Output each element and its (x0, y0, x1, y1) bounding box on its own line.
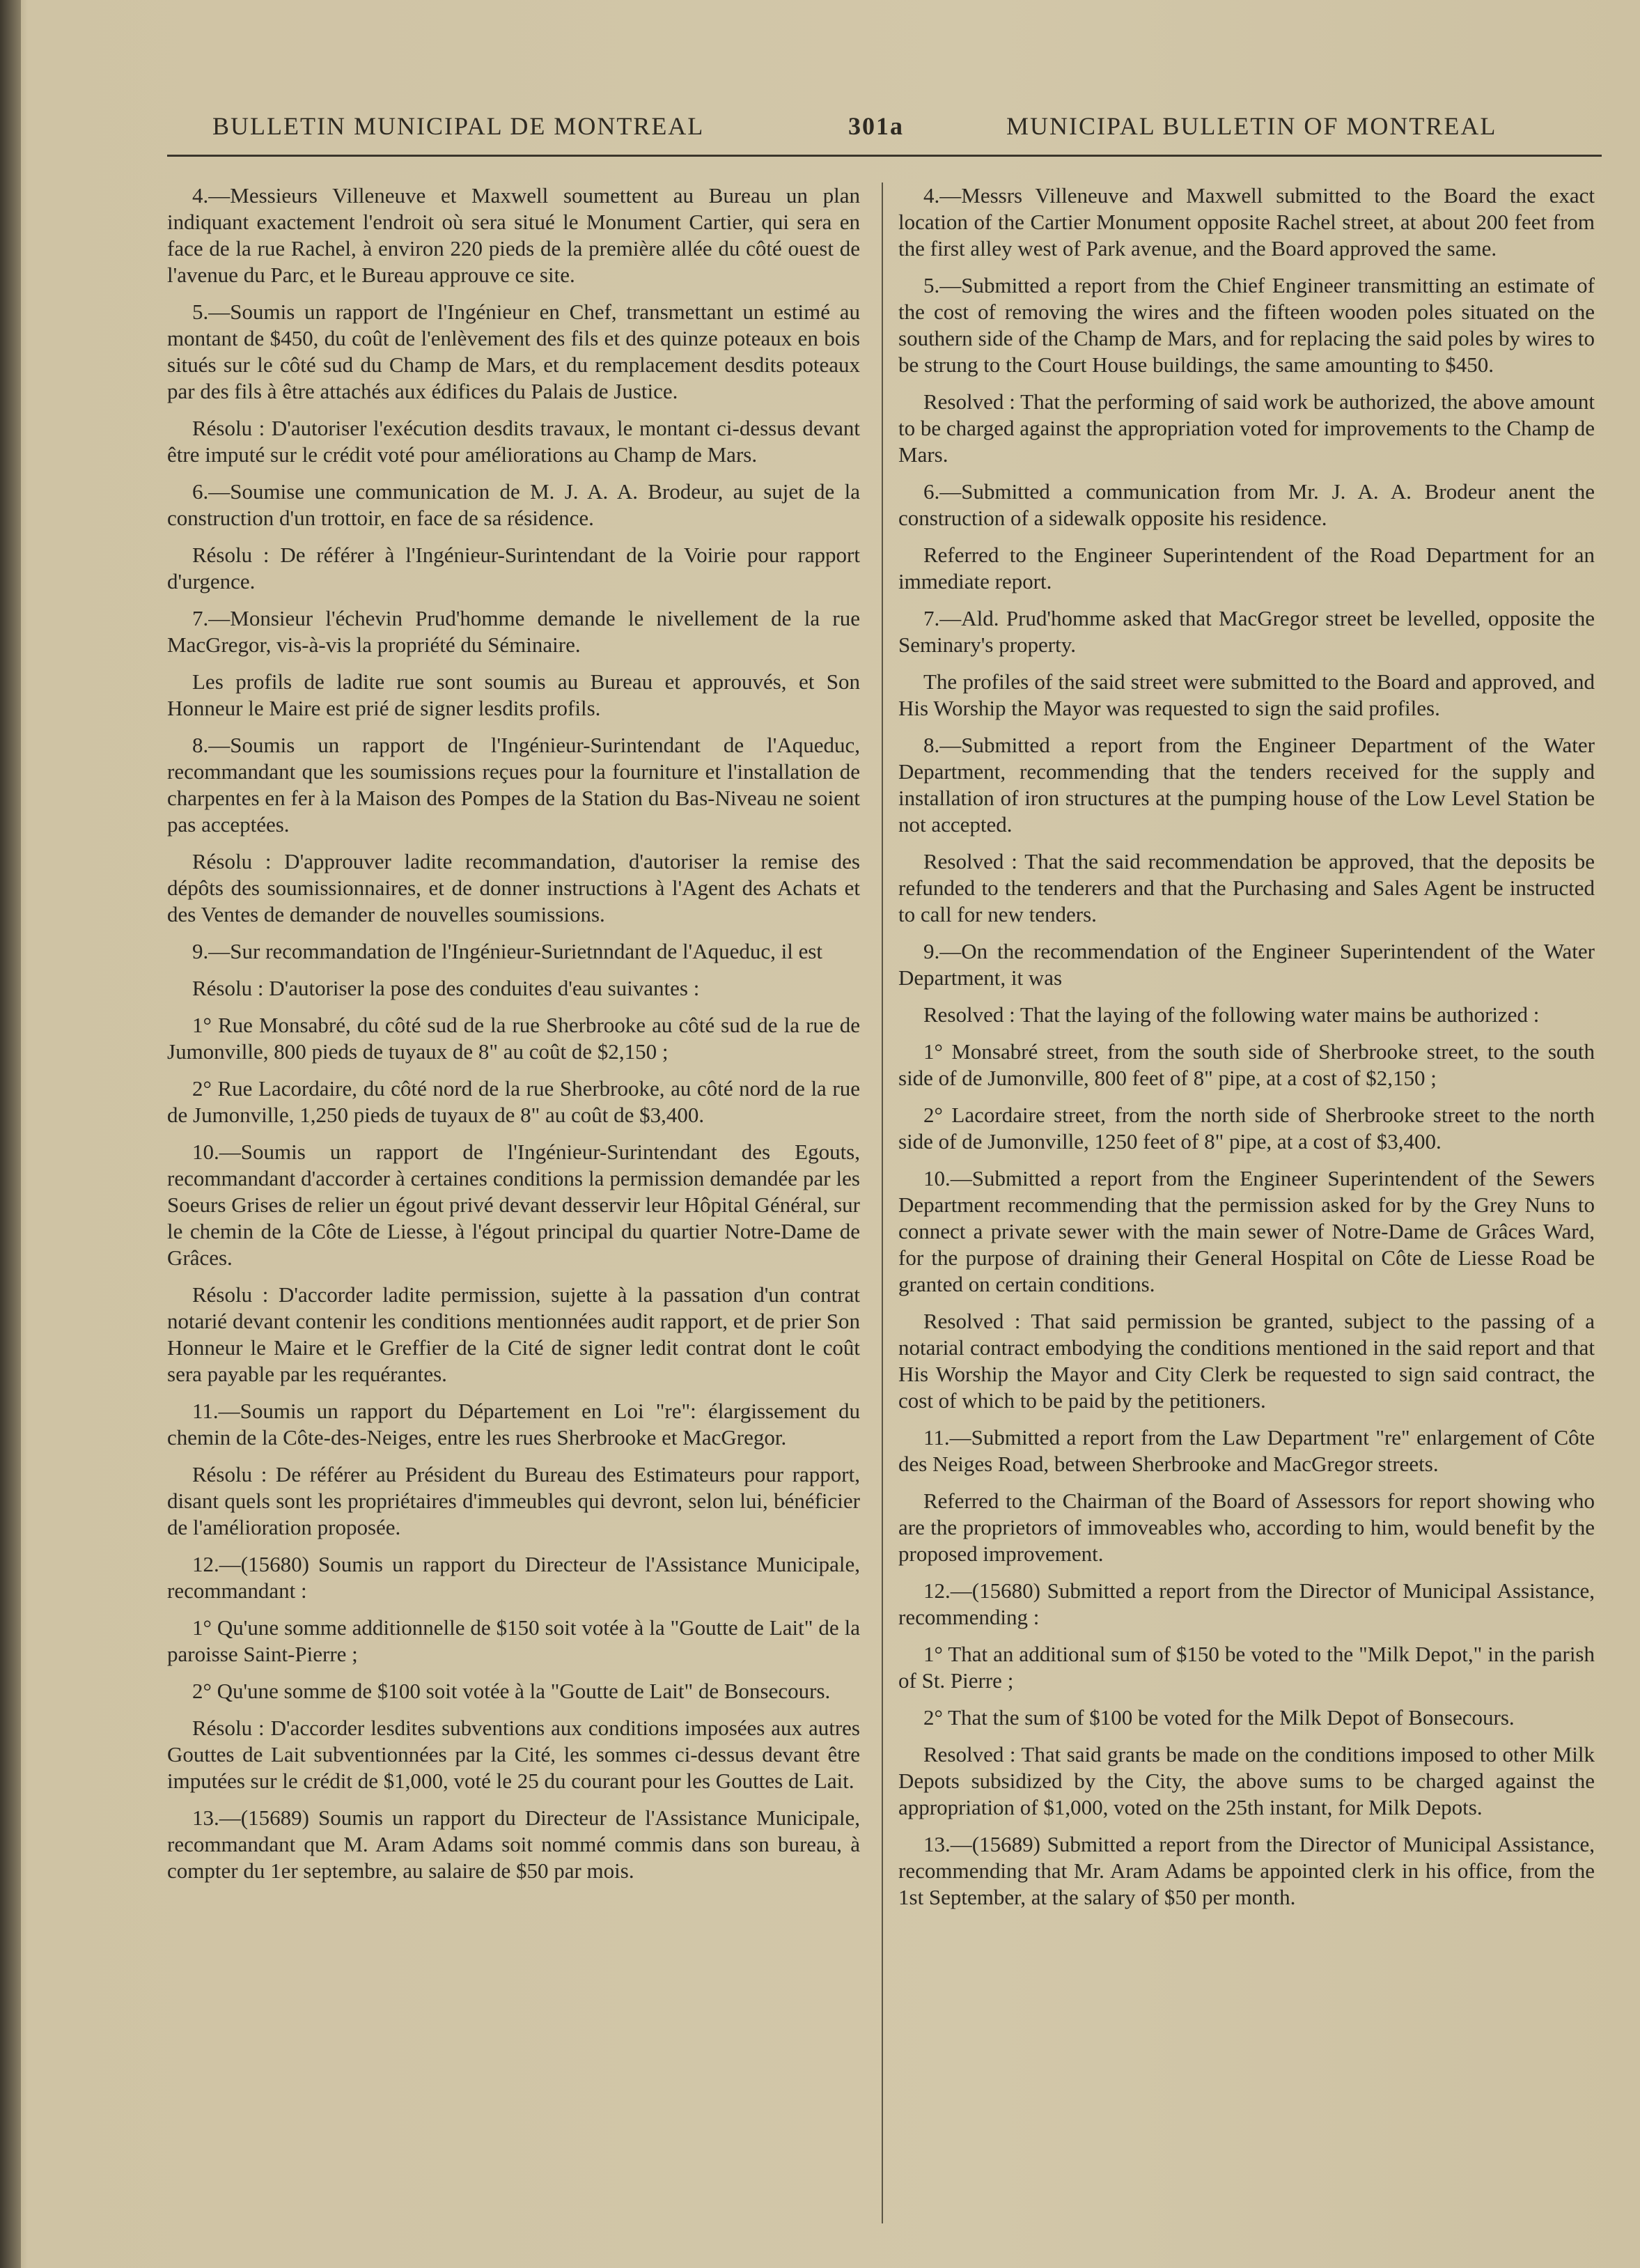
fr-paragraph: 11.—Soumis un rapport du Département en Loi "re": élargissement du chemin de la Côte-des-Neiges, entre les rues Sherbrooke et MacGregor. (167, 1399, 860, 1450)
fr-paragraph: 9.—Sur recommandation de l'Ingénieur-Surietnndant de l'Aqueduc, il est (192, 939, 823, 963)
running-header (0, 104, 1640, 146)
header-title-english: MUNICIPAL BULLETIN OF MONTREAL (1006, 112, 1497, 140)
fr-paragraph: Résolu : D'accorder lesdites subventions aux conditions imposées aux autres Gouttes de Lait subventionnées par la Cité, les sommes ci-dessus devant être imputées sur le crédit de $1,000, voté le 25 du courant pour les Gouttes de Lait. (167, 1716, 860, 1793)
fr-paragraph: 13.—(15689) Soumis un rapport du Directeur de l'Assistance Municipale, recommandant que M. Aram Adams soit nommé commis dans son bureau, à compter du 1er septembre, au salaire de $50 par mois. (167, 1805, 860, 1883)
fr-paragraph: Résolu : D'autoriser l'exécution desdits travaux, le montant ci-dessus devant être imputé sur le crédit voté pour améliorations au Champ de Mars. (167, 416, 860, 467)
en-paragraph: 2° Lacordaire street, from the north side of Sherbrooke street to the north side of de Jumonville, 1250 feet of 8" pipe, at a cost of $3,400. (898, 1103, 1595, 1154)
en-paragraph: 4.—Messrs Villeneuve and Maxwell submitted to the Board the exact location of the Cartier Monument opposite Rachel street, at about 200 feet from the first alley west of Park avenue, and the Board approved the same. (898, 183, 1595, 261)
fr-paragraph: 6.—Soumise une communication de M. J. A. A. Brodeur, au sujet de la construction d'un trottoir, en face de sa résidence. (167, 479, 860, 530)
fr-paragraph: 4.—Messieurs Villeneuve et Maxwell soumettent au Bureau un plan indiquant exactement l'endroit où sera situé le Monument Cartier, qui sera en face de la rue Rachel, à environ 220 pieds de la première allée du côté ouest de l'avenue du Parc, et le Bureau approuve ce site. (167, 183, 860, 287)
en-paragraph: 13.—(15689) Submitted a report from the Director of Municipal Assistance, recommending that Mr. Aram Adams be appointed clerk in his office, from the 1st September, at the salary of $50 per month. (898, 1832, 1595, 1909)
header-title-french: BULLETIN MUNICIPAL DE MONTREAL (212, 112, 705, 140)
en-paragraph: Resolved : That the said recommendation be approved, that the deposits be refunded to the tenderers and that the Purchasing and Sales Agent be instructed to call for new tenders. (898, 849, 1595, 926)
fr-paragraph: 2° Qu'une somme de $100 soit votée à la "Goutte de Lait" de Bonsecours. (192, 1679, 831, 1703)
en-paragraph: 10.—Submitted a report from the Engineer Superintendent of the Sewers Department recommending that the permission asked for by the Grey Nuns to connect a private sewer with the main sewer of Notre-Dame de Grâces Ward, for the purpose of draining their General Hospital on Côte de Liesse Road be granted on certain conditions. (898, 1166, 1595, 1296)
fr-paragraph: Résolu : D'accorder ladite permission, sujette à la passation d'un contrat notarié devant contenir les conditions mentionnées audit rapport, et de prier Son Honneur le Maire et le Greffier de la Cité de signer ledit contrat dont le coût sera payable par les requérantes. (167, 1282, 860, 1386)
fr-paragraph: 1° Qu'une somme additionnelle de $150 soit votée à la "Goutte de Lait" de la paroisse Saint-Pierre ; (167, 1615, 860, 1666)
fr-paragraph: 12.—(15680) Soumis un rapport du Directeur de l'Assistance Municipale, recommandant : (167, 1552, 860, 1603)
french-column (167, 182, 860, 1895)
en-paragraph: 9.—On the recommendation of the Engineer Superintendent of the Water Department, it was (898, 939, 1595, 990)
en-paragraph: 1° Monsabré street, from the south side of Sherbrooke street, to the south side of de Jumonville, 800 feet of 8" pipe, at a cost of $2,150 ; (898, 1039, 1595, 1090)
fr-paragraph: Résolu : De référer au Président du Bureau des Estimateurs pour rapport, disant quels sont les propriétaires d'immeubles qui devront, selon lui, bénéficier de l'amélioration proposée. (167, 1462, 860, 1539)
fr-paragraph: 1° Rue Monsabré, du côté sud de la rue Sherbrooke au côté sud de la rue de Jumonville, 800 pieds de tuyaux de 8" au coût de $2,150 ; (167, 1013, 860, 1064)
header-rule (167, 155, 1602, 157)
en-paragraph: Resolved : That said grants be made on the conditions imposed to other Milk Depots subsidized by the City, the above sums to be charged against the appropriation of $1,000, voted on the 25th instant, for Milk Depots. (898, 1742, 1595, 1819)
fr-paragraph: 5.—Soumis un rapport de l'Ingénieur en Chef, transmettant un estimé au montant de $450, du coût de l'enlèvement des fils et des quinze poteaux en bois situés sur le côté sud du Champ de Mars, et du remplacement desdits poteaux par des fils à être attachés aux édifices du Palais de Justice. (167, 300, 860, 403)
english-column (898, 182, 1595, 1921)
en-paragraph: 6.—Submitted a communication from Mr. J. A. A. Brodeur anent the construction of a sidewalk opposite his residence. (898, 479, 1595, 530)
fr-paragraph: 10.—Soumis un rapport de l'Ingénieur-Surintendant des Egouts, recommandant d'accorder à certaines conditions la permission demandée par les Soeurs Grises de relier un égout privé devant desservir leur Hôpital Général, sur le chemin de la Côte de Liesse, à l'égout principal du quartier Notre-Dame de Grâces. (167, 1140, 860, 1270)
en-paragraph: 12.—(15680) Submitted a report from the Director of Municipal Assistance, recommending : (898, 1578, 1595, 1629)
en-paragraph: 2° That the sum of $100 be voted for the Milk Depot of Bonsecours. (923, 1705, 1515, 1730)
fr-paragraph: Les profils de ladite rue sont soumis au Bureau et approuvés, et Son Honneur le Maire est prié de signer lesdits profils. (167, 669, 860, 720)
en-paragraph: Resolved : That the performing of said work be authorized, the above amount to be charged against the appropriation voted for improvements to the Champ de Mars. (898, 389, 1595, 467)
fr-paragraph: Résolu : D'autoriser la pose des conduites d'eau suivantes : (192, 976, 700, 1000)
fr-paragraph: Résolu : D'approuver ladite recommandation, d'autoriser la remise des dépôts des soumissionnaires, et de donner instructions à l'Agent des Achats et des Ventes de demander de nouvelles soumissions. (167, 849, 860, 926)
column-divider (882, 182, 883, 2223)
fr-paragraph: 2° Rue Lacordaire, du côté nord de la rue Sherbrooke, au côté nord de la rue de Jumonville, 1,250 pieds de tuyaux de 8" au coût de $3,400. (167, 1076, 860, 1127)
en-paragraph: 11.—Submitted a report from the Law Department "re" enlargement of Côte des Neiges Road, between Sherbrooke and MacGregor streets. (898, 1425, 1595, 1476)
fr-paragraph: 7.—Monsieur l'échevin Prud'homme demande le nivellement de la rue MacGregor, vis-à-vis la propriété du Séminaire. (167, 606, 860, 657)
en-paragraph: Referred to the Chairman of the Board of Assessors for report showing who are the proprietors of immoveables who, according to him, would benefit by the proposed improvement. (898, 1489, 1595, 1566)
en-paragraph: 8.—Submitted a report from the Engineer Department of the Water Department, recommending that the tenders received for the supply and installation of iron structures at the pumping house of the Low Level Station be not accepted. (898, 733, 1595, 837)
en-paragraph: 7.—Ald. Prud'homme asked that MacGregor street be levelled, opposite the Seminary's property. (898, 606, 1595, 657)
en-paragraph: Referred to the Engineer Superintendent of the Road Department for an immediate report. (898, 543, 1595, 593)
fr-paragraph: 8.—Soumis un rapport de l'Ingénieur-Surintendant de l'Aqueduc, recommandant que les soumissions reçues pour la fourniture et l'installation de charpentes en fer à la Maison des Pompes de la Station du Bas-Niveau ne soient pas acceptées. (167, 733, 860, 837)
en-paragraph: 5.—Submitted a report from the Chief Engineer transmitting an estimate of the cost of removing the wires and the fifteen wooden poles situated on the southern side of the Champ de Mars, and for replacing the said poles by wires to be strung to the Court House buildings, the same amounting to $450. (898, 273, 1595, 377)
page-number: 301a (848, 112, 904, 140)
en-paragraph: Resolved : That the laying of the following water mains be authorized : (923, 1002, 1540, 1027)
en-paragraph: Resolved : That said permission be granted, subject to the passing of a notarial contract embodying the conditions mentioned in the said report and that His Worship the Mayor and City Clerk be requested to sign said contract, the cost of which to be paid by the petitioners. (898, 1309, 1595, 1413)
page-binding (0, 0, 21, 2268)
en-paragraph: 1° That an additional sum of $150 be voted to the "Milk Depot," in the parish of St. Pierre ; (898, 1642, 1595, 1693)
en-paragraph: The profiles of the said street were submitted to the Board and approved, and His Worship the Mayor was requested to sign the said profiles. (898, 669, 1595, 720)
fr-paragraph: Résolu : De référer à l'Ingénieur-Surintendant de la Voirie pour rapport d'urgence. (167, 543, 860, 593)
